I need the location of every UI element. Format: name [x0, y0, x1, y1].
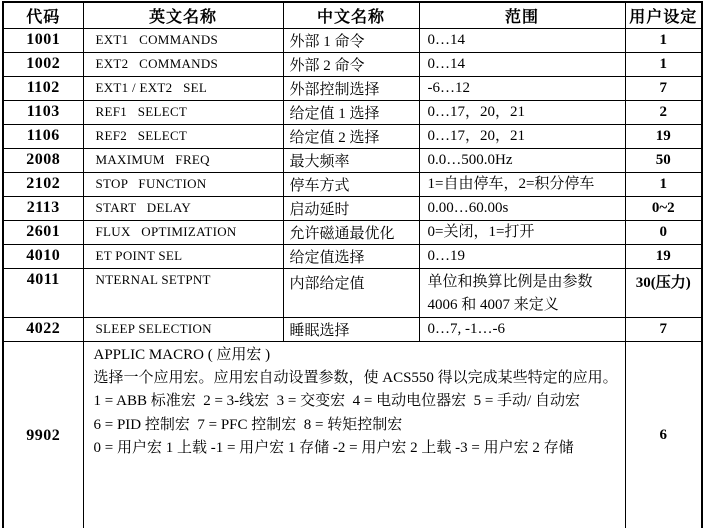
header-chinese-name: 中文名称: [283, 2, 419, 28]
param-range-cell: 0.00…60.00s: [419, 196, 625, 220]
param-user-setting-cell: 7: [625, 76, 702, 100]
param-range-cell: 0…19: [419, 244, 625, 268]
param-code-cell: 4010: [3, 244, 83, 268]
param-english-name-cell: FLUX OPTIMIZATION: [83, 220, 283, 244]
param-code-cell: 4011: [3, 268, 83, 317]
param-range-cell: 单位和换算比例是由参数 4006 和 4007 来定义: [419, 268, 625, 317]
param-english-name-cell: REF1 SELECT: [83, 100, 283, 124]
param-chinese-name-cell: 最大频率: [283, 148, 419, 172]
param-english-name-cell: EXT2 COMMANDS: [83, 52, 283, 76]
param-range-cell: -6…12: [419, 76, 625, 100]
param-user-setting-cell: 50: [625, 148, 702, 172]
param-code-cell: 4022: [3, 317, 83, 341]
table-row: [3, 100, 702, 124]
param-user-setting-cell: 19: [625, 244, 702, 268]
param-code-cell: 9902: [3, 341, 83, 528]
param-user-setting-cell: 2: [625, 100, 702, 124]
param-english-name-cell: REF2 SELECT: [83, 124, 283, 148]
param-code-cell: 1106: [3, 124, 83, 148]
param-range-cell: 0…14: [419, 28, 625, 52]
param-chinese-name-cell: 允许磁通最优化: [283, 220, 419, 244]
param-range-cell: 0…7, -1…-6: [419, 317, 625, 341]
table-row: [3, 124, 702, 148]
param-chinese-name-cell: 给定值选择: [283, 244, 419, 268]
description-line: 1 = ABB 标准宏 2 = 3-线宏 3 = 交变宏 4 = 电动电位器宏 5 = 手动/ 自动宏: [93, 393, 580, 410]
param-chinese-name-cell: 给定值 2 选择: [283, 124, 419, 148]
param-code-cell: 2008: [3, 148, 83, 172]
param-description-cell: [83, 341, 625, 528]
parameter-table: [2, 1, 703, 528]
param-english-name-cell: START DELAY: [83, 196, 283, 220]
table-header: [3, 2, 702, 28]
table-row: [3, 317, 702, 341]
param-chinese-name-cell: 给定值 1 选择: [283, 100, 419, 124]
param-code-cell: 2102: [3, 172, 83, 196]
param-user-setting-cell: 7: [625, 317, 702, 341]
table-body: [3, 28, 702, 528]
param-code-cell: 1001: [3, 28, 83, 52]
table-row: [3, 196, 702, 220]
param-english-name-cell: EXT1 / EXT2 SEL: [83, 76, 283, 100]
table-row: [3, 76, 702, 100]
param-range-cell: 0…17，20，21: [419, 124, 625, 148]
param-code-cell: 1102: [3, 76, 83, 100]
description-line: 6 = PID 控制宏 7 = PFC 控制宏 8 = 转矩控制宏: [93, 416, 403, 433]
param-chinese-name-cell: 外部 1 命令: [283, 28, 419, 52]
param-user-setting-cell: 1: [625, 172, 702, 196]
description-line: APPLIC MACRO ( 应用宏 ): [93, 346, 271, 363]
header-english-name: 英文名称: [83, 2, 283, 28]
param-user-setting-cell: 19: [625, 124, 702, 148]
param-english-name-cell: NTERNAL SETPNT: [83, 268, 283, 317]
param-chinese-name-cell: 内部给定值: [283, 268, 419, 317]
table-row: [3, 268, 702, 317]
param-code-cell: 1103: [3, 100, 83, 124]
header-range: 范围: [419, 2, 625, 28]
table-row: [3, 244, 702, 268]
param-english-name-cell: ET POINT SEL: [83, 244, 283, 268]
param-english-name-cell: EXT1 COMMANDS: [83, 28, 283, 52]
table-row: [3, 220, 702, 244]
param-chinese-name-cell: 启动延时: [283, 196, 419, 220]
description-line: 0 = 用户宏 1 上载 -1 = 用户宏 1 存储 -2 = 用户宏 2 上载 -3 = 用户宏 2 存储: [93, 440, 574, 457]
param-user-setting-cell: 30(压力): [625, 268, 702, 317]
param-user-setting-cell: 0: [625, 220, 702, 244]
param-code-cell: 2113: [3, 196, 83, 220]
table-row: [3, 148, 702, 172]
param-code-cell: 1002: [3, 52, 83, 76]
param-range-cell: 0=关闭，1=打开: [419, 220, 625, 244]
header-row: [3, 2, 702, 28]
param-chinese-name-cell: 外部控制选择: [283, 76, 419, 100]
param-chinese-name-cell: 停车方式: [283, 172, 419, 196]
table-row: [3, 28, 702, 52]
table-row: [3, 172, 702, 196]
param-english-name-cell: SLEEP SELECTION: [83, 317, 283, 341]
table-row: [3, 341, 702, 528]
param-user-setting-cell: 1: [625, 52, 702, 76]
param-range-cell: 0…14: [419, 52, 625, 76]
header-code: 代码: [3, 2, 83, 28]
param-code-cell: 2601: [3, 220, 83, 244]
header-user-setting: 用户设定: [625, 2, 702, 28]
param-range-cell: 0.0…500.0Hz: [419, 148, 625, 172]
param-user-setting-cell: 0~2: [625, 196, 702, 220]
param-range-cell: 1=自由停车，2=积分停车: [419, 172, 625, 196]
param-user-setting-cell: 1: [625, 28, 702, 52]
param-chinese-name-cell: 睡眠选择: [283, 317, 419, 341]
param-chinese-name-cell: 外部 2 命令: [283, 52, 419, 76]
param-user-setting-cell: 6: [625, 341, 702, 528]
table-row: [3, 52, 702, 76]
description-line: 选择一个应用宏。应用宏自动设置参数，使 ACS550 得以完成某些特定的应用。: [93, 369, 618, 386]
param-english-name-cell: MAXIMUM FREQ: [83, 148, 283, 172]
param-range-cell: 0…17，20，21: [419, 100, 625, 124]
param-english-name-cell: STOP FUNCTION: [83, 172, 283, 196]
